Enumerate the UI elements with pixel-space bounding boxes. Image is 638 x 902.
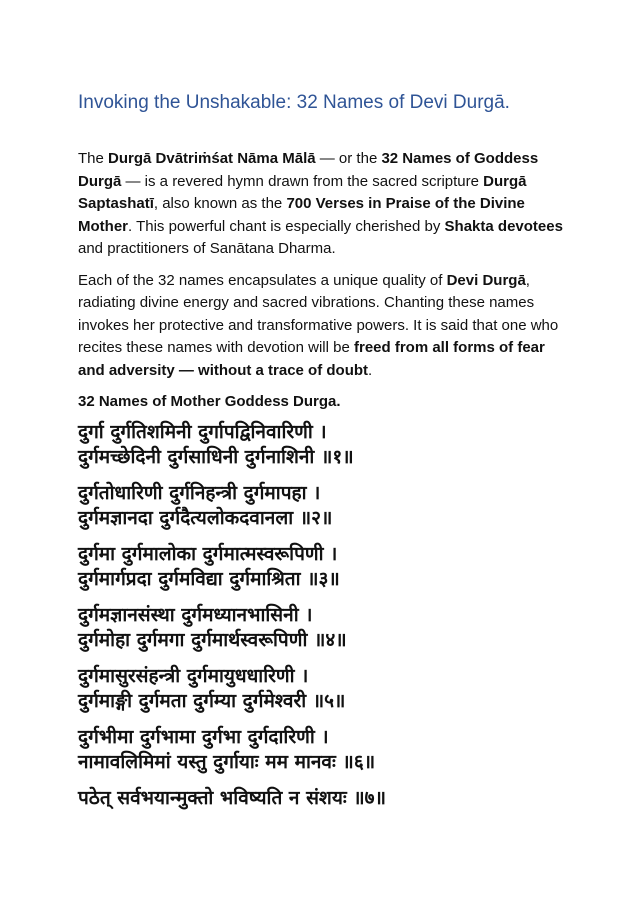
bold-text: Shakta devotees (444, 217, 563, 235)
verse (78, 603, 568, 653)
verse (78, 420, 568, 470)
verse-line: दुर्गा दुर्गतिशमिनी दुर्गापद्विनिवारिणी । (78, 421, 327, 443)
page-title: Invoking the Unshakable: 32 Names of Devi Durgā. (78, 92, 510, 113)
section-heading: 32 Names of Mother Goddess Durga. (78, 393, 341, 410)
verse (78, 664, 568, 714)
verse (78, 542, 568, 592)
text-run: , also known as the (153, 195, 287, 212)
verse (78, 786, 568, 811)
verse-line: दुर्गमासुरसंहन्त्री दुर्गमायुधधारिणी । (78, 665, 309, 687)
text-run: Each of the 32 names encapsulates a unique quality of (78, 271, 447, 289)
text-run: , radiating divine energy and sacred vibrations. Chanting these names invokes her protective and transformative powers. It is said that one who recites these names with devotion will be (78, 271, 559, 356)
document-page (78, 92, 568, 822)
verse-line: दुर्गमज्ञानसंस्था दुर्गमध्यानभासिनी । (78, 604, 313, 626)
verse-line: दुर्गमाङ्गी दुर्गमता दुर्गम्या दुर्गमेश्वरी ॥५॥ (78, 690, 346, 712)
verse-line: दुर्गमा दुर्गमालोका दुर्गमात्मस्वरूपिणी । (78, 543, 338, 565)
verse (78, 725, 568, 775)
verse (78, 481, 568, 531)
text-run: and practitioners of Sanātana Dharma. (78, 240, 336, 257)
bold-text: Durgā Dvātriṁśat Nāma Mālā (108, 150, 316, 167)
verse-line: दुर्गमार्गप्रदा दुर्गमविद्या दुर्गमाश्रिता ॥३॥ (78, 568, 340, 590)
bold-text: Durgā Saptashatī (78, 172, 527, 212)
verse-line: दुर्गभीमा दुर्गभामा दुर्गभा दुर्गदारिणी । (78, 726, 329, 748)
text-run: The (78, 150, 109, 167)
verse-line: दुर्गमच्छेदिनी दुर्गसाधिनी दुर्गनाशिनी ॥१॥ (78, 446, 354, 468)
text-run: — is a revered hymn drawn from the sacred scripture (121, 172, 484, 190)
verse-list (78, 420, 568, 811)
verse-line: दुर्गतोधारिणी दुर्गनिहन्त्री दुर्गमापहा । (78, 482, 321, 504)
description-paragraph (78, 270, 568, 383)
text-run: — or the (315, 150, 382, 167)
text-run: . This powerful chant is especially cherished by (128, 217, 445, 235)
text-run: . (368, 361, 373, 379)
bold-text: 32 Names of Goddess Durgā (78, 150, 539, 190)
verse-line: नामावलिमिमां यस्तु दुर्गायाः मम मानवः ॥६॥ (78, 751, 376, 773)
bold-text: 700 Verses in Praise of the Divine Mother (78, 195, 525, 235)
verse-line: दुर्गमोहा दुर्गमगा दुर्गमार्थस्वरूपिणी ॥४॥ (78, 629, 347, 651)
verse-line: दुर्गमज्ञानदा दुर्गदैत्यलोकदवानला ॥२॥ (78, 507, 333, 529)
bold-text: Devi Durgā (446, 271, 526, 289)
verse-line: पठेत् सर्वभयान्मुक्तो भविष्यति न संशयः ॥७॥ (78, 787, 386, 809)
intro-paragraph (78, 148, 568, 261)
bold-text: freed from all forms of fear and adversity — without a trace of doubt (78, 339, 545, 379)
